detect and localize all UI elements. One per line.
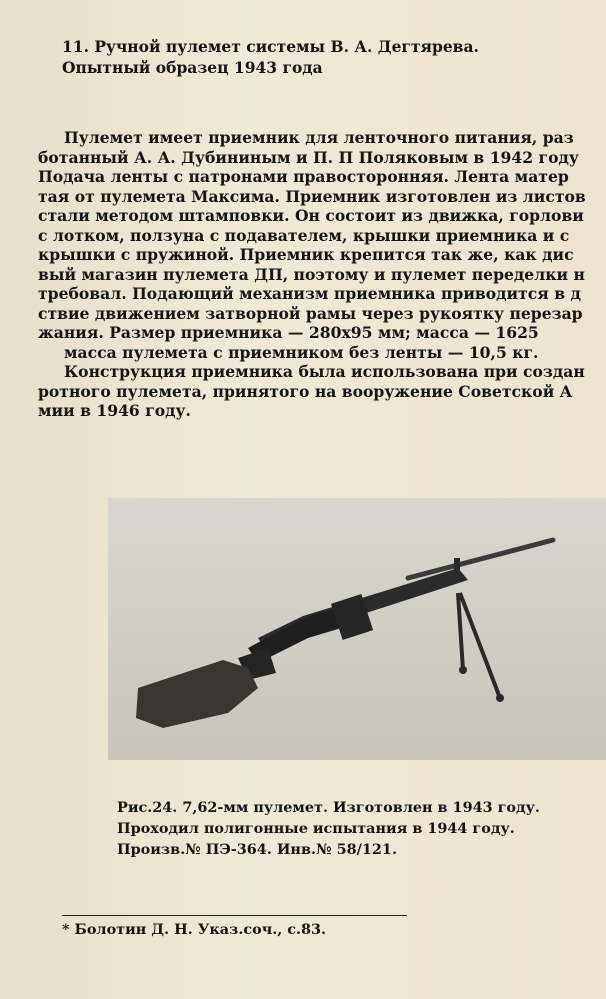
body-line: ствие движением затворной рамы через рукоятку перезар [38, 303, 583, 323]
body-line: с лотком, ползуна с подавателем, крышки приемника и с [38, 225, 570, 245]
body-line: крышки с пружиной. Приемник крепится так же, как дис [38, 245, 574, 264]
footnote: * Болотин Д. Н. Указ.соч., с.83. [62, 921, 327, 938]
body-line: ботанный А. А. Дубининым и П. П Поляковым в 1942 году [38, 147, 579, 167]
body-line: мии в 1946 году. [38, 401, 191, 420]
body-line: масса пулемета с приемником без ленты — 10,5 кг. [64, 342, 539, 362]
body-line: стали методом штамповки. Он состоит из движка, горлови [38, 206, 584, 225]
body-line: Подача ленты с патронами правосторонняя. Лента матер [38, 167, 569, 186]
caption-line-3: Произв.№ ПЭ-364. Инв.№ 58/121. [117, 841, 397, 858]
body-line: Пулемет имеет приемник для ленточного питания, раз [64, 128, 574, 147]
section-heading [62, 36, 542, 78]
body-line: требовал. Подающий механизм приемника приводится в д [38, 284, 581, 303]
body-line: Конструкция приемника была использована при создан [64, 362, 585, 381]
caption-line-2: Проходил полигонные испытания в 1944 году. [117, 820, 515, 837]
caption-line-1: Рис.24. 7,62-мм пулемет. Изготовлен в 1943 году. [117, 799, 540, 816]
body-line: вый магазин пулемета ДП, поэтому и пулемет переделки н [38, 264, 585, 284]
body-line: ротного пулемета, принятого на вооружение Советской А [38, 381, 573, 401]
body-text [38, 128, 606, 421]
body-line: тая от пулемета Максима. Приемник изготовлен из листов [38, 186, 586, 206]
heading-line-1: 11. Ручной пулемет системы В. А. Дегтярева. [62, 37, 479, 56]
body-line: жания. Размер приемника — 280х95 мм; масса — 1625 [38, 323, 539, 342]
figure-caption [117, 797, 597, 860]
machine-gun-photo [108, 498, 606, 760]
footnote-divider [62, 915, 407, 916]
machine-gun-illustration [108, 498, 606, 760]
heading-line-2: Опытный образец 1943 года [62, 58, 323, 77]
